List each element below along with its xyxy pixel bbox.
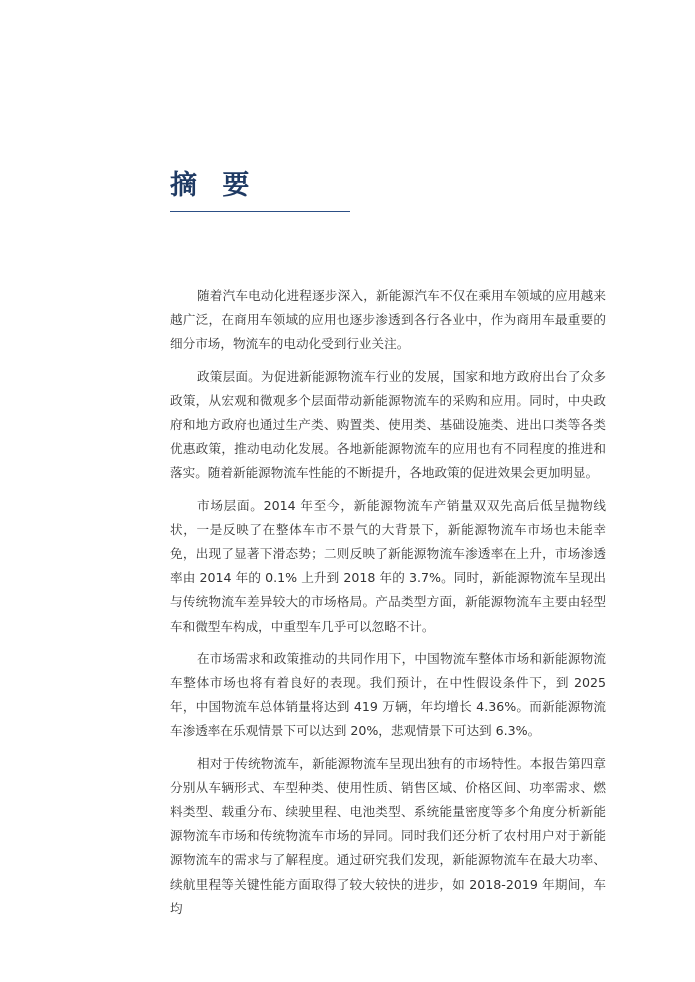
paragraph-intro: 随着汽车电动化进程逐步深入，新能源汽车不仅在乘用车领域的应用越来越广泛，在商用车领域的应用也逐步渗透到各行各业中，作为商用车最重要的细分市场，物流车的电动化受到行业关注。 <box>170 288 606 352</box>
section-title: 摘 要 <box>170 170 258 201</box>
paragraph-characteristics: 相对于传统物流车，新能源物流车呈现出独有的市场特性。本报告第四章分别从车辆形式、车型种类、使用性质、销售区域、价格区间、功率需求、燃料类型、载重分布、续驶里程、电池类型、系统能量密度等多个角度分析新能源物流车市场和传统物流车市场的异同。同时我们还分析了农村用户对于新能源物流车的需求与了解程度。通过研究我们发现，新能源物流车在最大功率、续航里程等关键性能方面取得了较大较快的进步，如 2018-2019 年期间，车均 <box>170 755 606 916</box>
paragraph-market: 市场层面。2014 年至今，新能源物流车产销量双双先高后低呈抛物线状，一是反映了在整体车市不景气的大背景下，新能源物流车市场也未能幸免，出现了显著下滑态势；二则反映了新能源物流车渗透率在上升，市场渗透率由 2014 年的 0.1% 上升到 2018 年的 3.7%。同时，新能源物流车呈现出与传统物流车差异较大的市场格局。产品类型方面，新能源物流车主要由轻型车和微型车构成，中重型车几乎可以忽略不计。 <box>170 497 606 634</box>
abstract-body <box>170 284 606 929</box>
paragraph-forecast: 在市场需求和政策推动的共同作用下，中国物流车整体市场和新能源物流车整体市场也将有着良好的表现。我们预计，在中性假设条件下，到 2025 年，中国物流车总体销量将达到 419 万辆，年均增长 4.36%。而新能源物流车渗透率在乐观情景下可以达到 20%，悲观情景下可达到 6.3%。 <box>170 650 606 739</box>
title-underline <box>170 211 350 212</box>
paragraph-policy: 政策层面。为促进新能源物流车行业的发展，国家和地方政府出台了众多政策，从宏观和微观多个层面带动新能源物流车的采购和应用。同时，中央政府和地方政府也通过生产类、购置类、使用类、基础设施类、进出口类等各类优惠政策，推动电动化发展。各地新能源物流车的应用也有不同程度的推进和落实。随着新能源物流车性能的不断提升，各地政策的促进效果会更加明显。 <box>170 368 606 481</box>
